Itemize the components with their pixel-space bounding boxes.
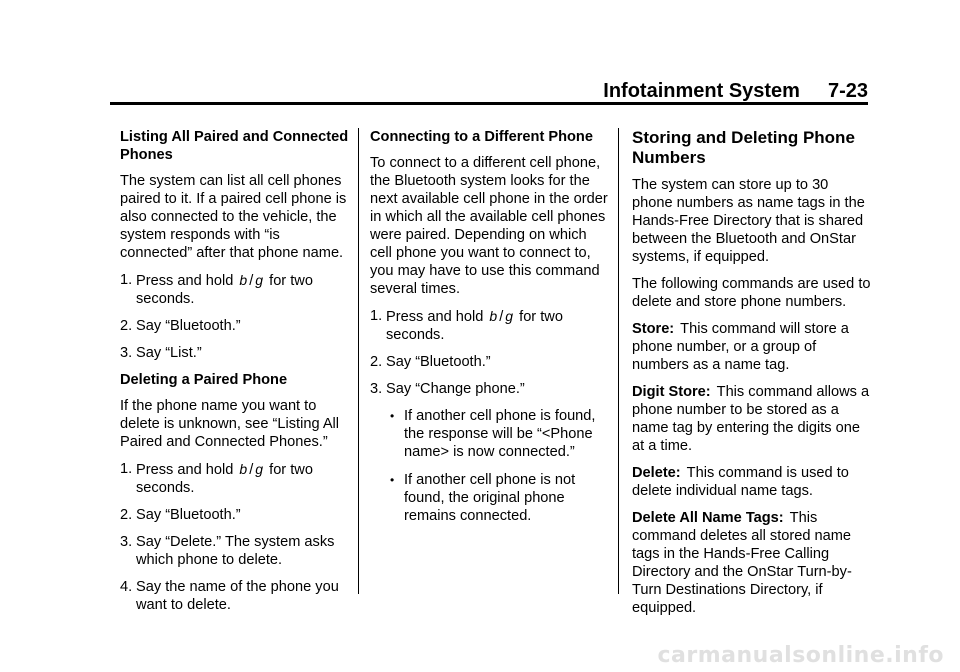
column-divider <box>358 128 359 594</box>
definition-term: Delete: <box>632 465 681 481</box>
column-3 <box>632 128 872 626</box>
definition-term: Store: <box>632 321 675 337</box>
list-item: 3. Say “List.” <box>120 345 202 361</box>
talk-button-icon: b <box>239 461 248 477</box>
heading-store: Storing and Deleting Phone Numbers <box>632 128 855 167</box>
mute-button-icon: g <box>255 461 264 477</box>
heading-connect: Connecting to a Different Phone <box>370 129 593 145</box>
definition-item: Delete: This command is used to delete individual name tags. <box>632 465 849 499</box>
list-item: 3. Say “Delete.” The system asks which phone to delete. <box>120 534 335 568</box>
list-item: 1. Press and hold b / g for two seconds. <box>120 461 313 496</box>
para-store-1: The system can store up to 30 phone numbers as name tags in the Hands-Free Directory that is shared between the Bluetooth and OnStar systems, if equipped. <box>632 177 865 265</box>
heading-listing: Listing All Paired and Connected Phones <box>120 129 349 163</box>
bullet-icon: • <box>390 473 395 487</box>
heading-delete: Deleting a Paired Phone <box>120 372 288 388</box>
definition-term: Delete All Name Tags: <box>632 510 784 526</box>
para-delete: If the phone name you want to delete is unknown, see “Listing All Paired and Connected Phones.” <box>120 398 340 450</box>
list-item: 2. Say “Bluetooth.” <box>120 318 241 334</box>
bullet-icon: • <box>390 409 395 423</box>
section-title: Infotainment System <box>603 80 800 102</box>
definition-term: Digit Store: <box>632 384 711 400</box>
separator: / <box>499 309 504 325</box>
definition-item: Store: This command will store a phone number, or a group of numbers as a name tag. <box>632 321 849 373</box>
para-listing: The system can list all cell phones paired to it. If a paired cell phone is also connected to the vehicle, the system responds with “is connected” after that phone name. <box>120 173 347 261</box>
mute-button-icon: g <box>505 308 514 324</box>
separator: / <box>249 273 254 289</box>
list-item: 1. Press and hold b / g for two seconds. <box>370 308 563 343</box>
bullet-item: • If another cell phone is not found, the original phone remains connected. <box>390 472 576 524</box>
page-number: 7-23 <box>827 80 868 102</box>
para-connect: To connect to a different cell phone, the Bluetooth system looks for the next available cell phone in the order in which all the available cell phones were paired. Depending on which cell phone you want to connect to, you may have to use this command several times. <box>370 155 608 297</box>
list-item: 1. Press and hold b / g for two seconds. <box>120 272 313 307</box>
definition-item: Digit Store: This command allows a phone number to be stored as a name tag by entering the digits one at a time. <box>632 384 870 454</box>
header-rule <box>110 102 868 105</box>
column-2 <box>370 128 610 535</box>
mute-button-icon: g <box>255 272 264 288</box>
list-item: 4. Say the name of the phone you want to delete. <box>120 579 339 613</box>
para-store-2: The following commands are used to delete and store phone numbers. <box>632 276 871 310</box>
list-item: 2. Say “Bluetooth.” <box>120 507 241 523</box>
talk-button-icon: b <box>239 272 248 288</box>
definition-item: Delete All Name Tags: This command deletes all stored name tags in the Hands-Free Calling Directory and the OnStar Turn-by-Turn Destinations Directory, if equipped. <box>632 510 852 616</box>
separator: / <box>249 462 254 478</box>
column-divider <box>618 128 619 594</box>
column-1 <box>120 128 350 623</box>
list-item: 3. Say “Change phone.” <box>370 381 525 397</box>
bullet-item: • If another cell phone is found, the response will be “<Phone name> is now connected.” <box>390 408 596 460</box>
talk-button-icon: b <box>489 308 498 324</box>
list-item: 2. Say “Bluetooth.” <box>370 354 491 370</box>
watermark: carmanualsonline.info <box>657 643 944 668</box>
